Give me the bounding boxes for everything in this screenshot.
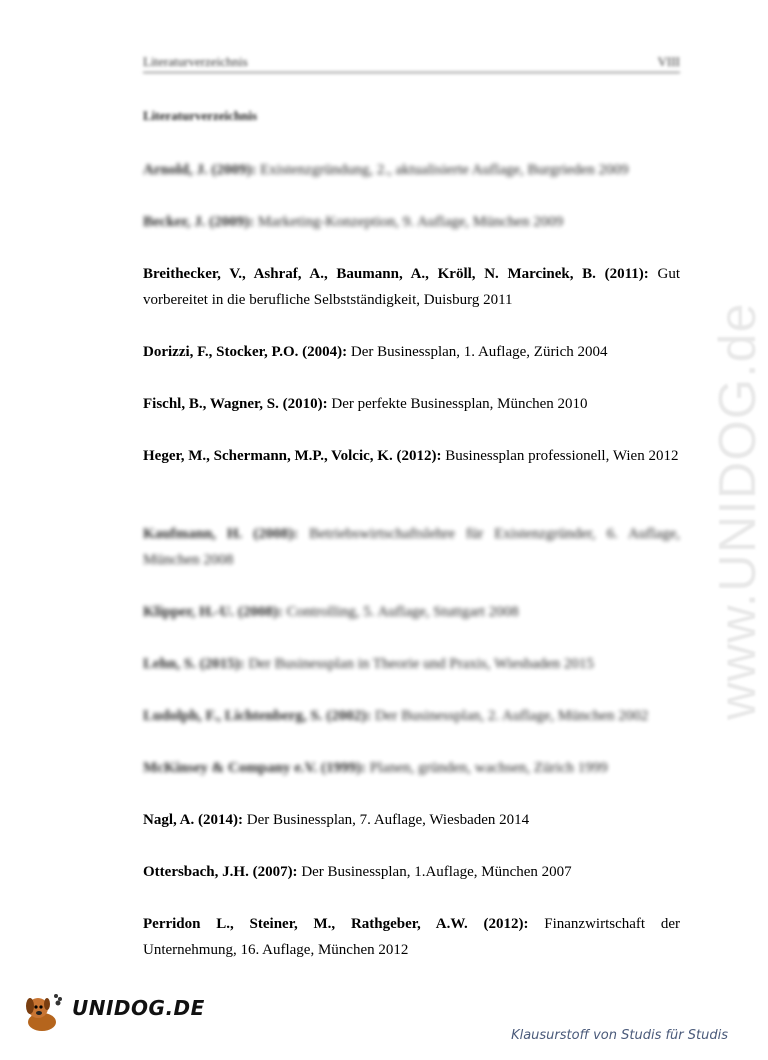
reference-entry (143, 859, 680, 885)
reference-entry (143, 157, 680, 183)
dog-mascot-icon (20, 988, 68, 1036)
reference-text: Existenzgründung, 2., aktualisierte Auflage, Burgrieden 2009 (260, 162, 629, 178)
reference-entry (143, 911, 680, 963)
reference-author: Ludolph, F., Lichtenberg, S. (2002): (143, 708, 372, 724)
reference-text: Marketing-Konzeption, 9. Auflage, München 2009 (257, 214, 564, 230)
reference-entry (143, 261, 680, 313)
reference-entry (143, 443, 680, 469)
page-header (143, 52, 680, 73)
footer-slogan: Klausurstoff von Studis für Studis (511, 1028, 728, 1043)
reference-author: Lehn, S. (2015): (143, 656, 245, 672)
reference-text: Der Businessplan, 1.Auflage, München 2007 (301, 864, 572, 880)
reference-entry (143, 807, 680, 833)
reference-author: Becker, J. (2009): (143, 214, 255, 230)
reference-text: Planen, gründen, wachsen, Zürich 1999 (369, 760, 608, 776)
reference-text: Der Businessplan, 2. Auflage, München 2002 (374, 708, 649, 724)
reference-author: Fischl, B., Wagner, S. (2010): (143, 396, 328, 412)
reference-text: Businessplan professionell, Wien 2012 (445, 448, 679, 464)
reference-author: Perridon L., Steiner, M., Rathgeber, A.W. (2012): (143, 916, 529, 932)
reference-text: Der Businessplan in Theorie und Praxis, Wiesbaden 2015 (248, 656, 594, 672)
reference-author: Dorizzi, F., Stocker, P.O. (2004): (143, 344, 348, 360)
reference-entry (143, 651, 680, 677)
reference-author: Ottersbach, J.H. (2007): (143, 864, 298, 880)
reference-text: Der perfekte Businessplan, München 2010 (331, 396, 588, 412)
reference-author: Nagl, A. (2014): (143, 812, 243, 828)
reference-author: McKinsey & Company e.V. (1999): (143, 760, 367, 776)
reference-author: Arnold, J. (2009): (143, 162, 257, 178)
reference-entry (143, 521, 680, 573)
section-title: Literaturverzeichnis (143, 108, 258, 123)
reference-entry (143, 755, 680, 781)
page-number: VIII (657, 54, 680, 69)
reference-author: Klipper, H.-U. (2008): (143, 604, 283, 620)
header-title: Literaturverzeichnis (143, 54, 248, 69)
reference-entry (143, 599, 680, 625)
reference-text: Der Businessplan, 1. Auflage, Zürich 2004 (350, 344, 608, 360)
reference-text: Controlling, 5. Auflage, Stuttgart 2008 (286, 604, 519, 620)
reference-text: Betriebswirtschaftslehre für Existenzgründer, 6. Auflage, München 2008 (143, 526, 680, 568)
reference-entry (143, 209, 680, 235)
reference-author: Kaufmann, H. (2008): (143, 526, 299, 542)
reference-entry (143, 391, 680, 417)
reference-author: Heger, M., Schermann, M.P., Volcic, K. (2012): (143, 448, 442, 464)
reference-author: Breithecker, V., Ashraf, A., Baumann, A., Kröll, N. Marcinek, B. (2011): (143, 266, 649, 282)
reference-entry (143, 339, 680, 365)
reference-text: Gut vorbereitet in die berufliche Selbstständigkeit, Duisburg 2011 (143, 266, 680, 308)
logo-text: UNIDOG.DE (72, 996, 205, 1020)
unidog-logo[interactable] (20, 988, 205, 1038)
watermark: www.UNIDOG.de (709, 302, 767, 720)
reference-text: Der Businessplan, 7. Auflage, Wiesbaden 2014 (246, 812, 530, 828)
reference-entry (143, 703, 680, 729)
reference-text: Finanzwirtschaft der Unternehmung, 16. Auflage, München 2012 (143, 916, 680, 958)
